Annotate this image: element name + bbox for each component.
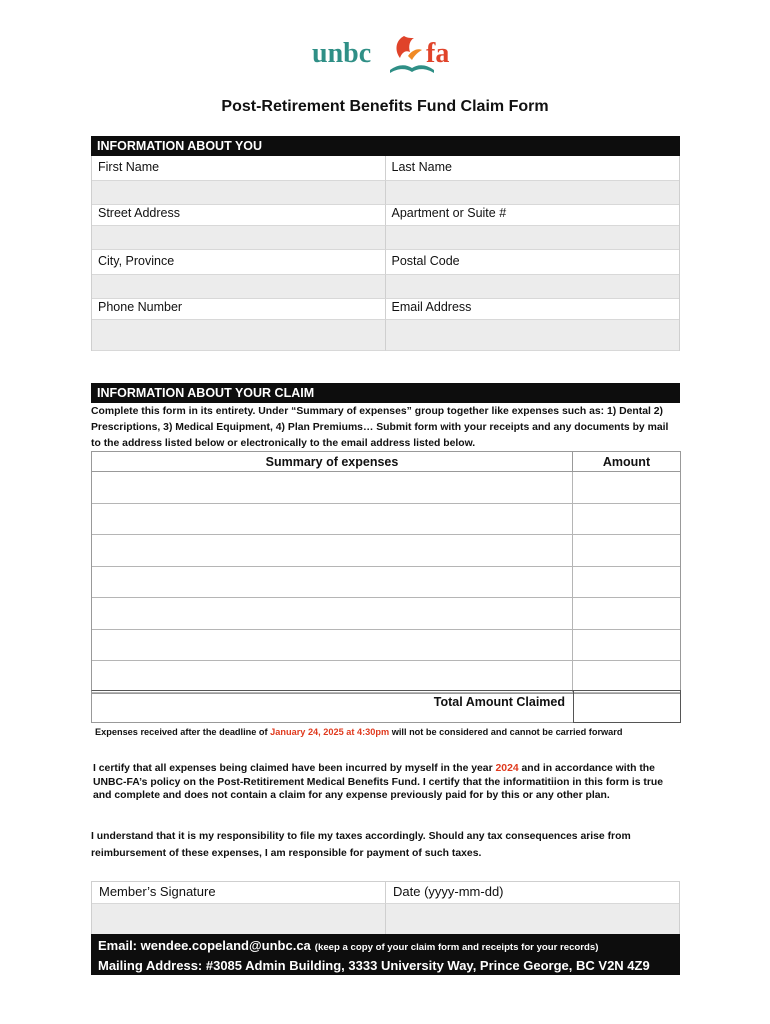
expense-amount-field[interactable]: [573, 567, 680, 598]
street-address-field[interactable]: [92, 225, 386, 250]
field-row-address: [92, 225, 679, 250]
postal-code-label: Postal Code: [386, 250, 680, 274]
deadline-suffix: will not be considered and cannot be carried forward: [389, 727, 623, 737]
street-address-label: Street Address: [92, 205, 386, 225]
email-field[interactable]: [386, 319, 680, 351]
section-header-about-claim: INFORMATION ABOUT YOUR CLAIM: [91, 383, 680, 403]
logo-text-unbc: unbc: [312, 38, 372, 69]
deadline-date: January 24, 2025 at 4:30pm: [270, 727, 390, 737]
expense-row: [92, 630, 680, 662]
email-contact: Email: wendee.copeland@unbc.ca: [98, 938, 311, 953]
signature-grid: [91, 881, 680, 935]
city-province-label: City, Province: [92, 250, 386, 274]
certification-statement: [93, 762, 678, 803]
mailing-footer-bar: [91, 955, 680, 975]
total-label-cell: [91, 690, 573, 723]
date-field[interactable]: [386, 903, 679, 935]
expense-amount-field[interactable]: [573, 661, 680, 692]
expenses-table-header: [92, 452, 680, 472]
phone-field[interactable]: [92, 319, 386, 351]
expense-amount-field[interactable]: [573, 472, 680, 503]
certify-year: 2024: [495, 763, 519, 774]
expense-row: [92, 567, 680, 599]
member-signature-field[interactable]: [92, 903, 386, 935]
postal-code-field[interactable]: [386, 274, 680, 299]
label-row-address: [92, 205, 679, 225]
date-label: Date (yyyy-mm-dd): [386, 881, 679, 903]
personal-info-grid: [91, 156, 680, 351]
certify-text-part1: I certify that all expenses being claimed have been incurred by myself in the year: [93, 763, 496, 774]
expense-description-field[interactable]: [92, 504, 573, 535]
total-amount-field[interactable]: [573, 690, 681, 723]
email-label: Email Address: [386, 299, 680, 319]
deadline-prefix: Expenses received after the deadline of: [95, 727, 271, 737]
expense-row: [92, 535, 680, 567]
total-amount-row: [91, 690, 681, 723]
field-row-city: [92, 274, 679, 299]
total-amount-label: Total Amount Claimed: [433, 695, 565, 709]
certify-text-part2: and in accordance with the UNBC-FA’s policy on the Post-Retitirement Medical Benefits Fund. I certify that the informatitiion in this form is true and complete and does not contain a claim for any expense previously paid for by this or any other plan.: [93, 763, 663, 801]
phone-label: Phone Number: [92, 299, 386, 319]
city-province-field[interactable]: [92, 274, 386, 299]
expense-row: [92, 598, 680, 630]
expense-description-field[interactable]: [92, 535, 573, 566]
expense-description-field[interactable]: [92, 630, 573, 661]
expense-row: [92, 472, 680, 504]
field-row-names: [92, 180, 679, 205]
label-row-names: [92, 156, 679, 180]
claim-instructions: Complete this form in its entirety. Under “Summary of expenses” group together like expenses such as: 1) Dental 2) Prescriptions, 3) Medical Equipment, 4) Plan Premiums… Submit form with your receipts and any documents by mail to the address listed below or electronically to the email address listed below.: [91, 406, 669, 449]
expense-amount-field[interactable]: [573, 630, 680, 661]
first-name-label: First Name: [92, 156, 386, 180]
signature-field-row: [92, 903, 679, 935]
logo-text-fa: fa: [426, 38, 450, 69]
label-row-city: [92, 250, 679, 274]
apartment-field[interactable]: [386, 225, 680, 250]
expense-amount-field[interactable]: [573, 504, 680, 535]
expenses-table: [91, 451, 681, 694]
field-row-contact: [92, 319, 679, 351]
deadline-notice: [95, 727, 622, 737]
unbc-fa-logo-graphic: [310, 26, 470, 82]
mailing-address: Mailing Address: #3085 Admin Building, 3333 University Way, Prince George, BC V2N 4Z9: [98, 958, 650, 973]
email-footer-bar: [91, 934, 680, 955]
amount-header: Amount: [602, 455, 651, 469]
label-row-contact: [92, 299, 679, 319]
section-header-about-you: INFORMATION ABOUT YOU: [91, 136, 680, 156]
expense-row: [92, 504, 680, 536]
expense-description-field[interactable]: [92, 567, 573, 598]
logo-flame-accent: [408, 49, 422, 60]
expense-description-field[interactable]: [92, 661, 573, 692]
apartment-label: Apartment or Suite #: [386, 205, 680, 225]
last-name-label: Last Name: [386, 156, 680, 180]
member-signature-label: Member’s Signature: [92, 881, 386, 903]
summary-of-expenses-header: Summary of expenses: [92, 452, 573, 471]
expense-description-field[interactable]: [92, 598, 573, 629]
signature-label-row: [92, 881, 679, 903]
first-name-field[interactable]: [92, 180, 386, 205]
expense-amount-field[interactable]: [573, 535, 680, 566]
email-note: (keep a copy of your claim form and receipts for your records): [314, 942, 599, 953]
expense-amount-field[interactable]: [573, 598, 680, 629]
expense-description-field[interactable]: [92, 472, 573, 503]
last-name-field[interactable]: [386, 180, 680, 205]
expense-row: [92, 661, 680, 693]
expenses-table-body: [92, 472, 680, 693]
tax-responsibility-statement: I understand that it is my responsibility to file my taxes accordingly. Should any tax consequences arise from reimbursement of these expenses, I am responsible for payment of such taxes.: [91, 831, 631, 859]
unbc-fa-logo: [310, 26, 470, 82]
form-title: Post-Retirement Benefits Fund Claim Form: [221, 98, 549, 115]
